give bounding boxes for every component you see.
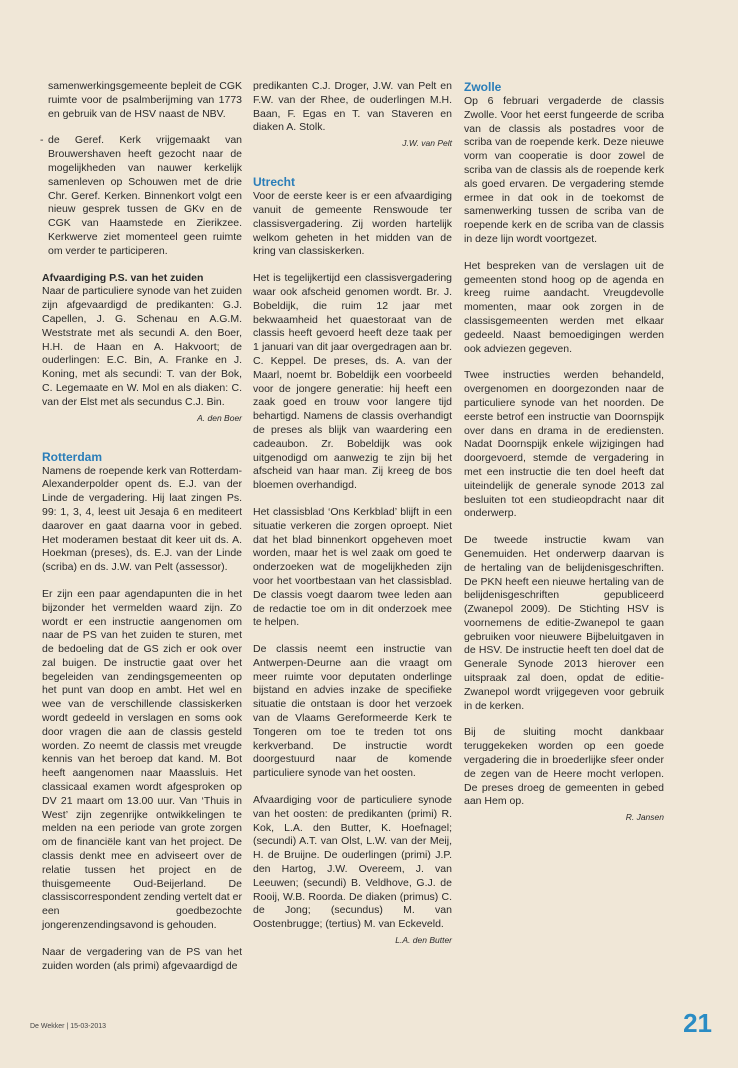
author-signature: J.W. van Pelt xyxy=(402,138,452,149)
author-signature: R. Jansen xyxy=(625,812,664,823)
section-heading-zwolle: Zwolle xyxy=(464,80,502,94)
paragraph: Naar de vergadering van de PS van het zuiden worden (als primi) afgevaardigd de xyxy=(42,945,242,972)
paragraph: predikanten C.J. Droger, J.W. van Pelt en F.W. van der Rhee, de ouderlingen M.H. Baan, F. Egas en T. van Staveren en diaken A. Stolk. xyxy=(253,80,452,134)
section-heading-utrecht: Utrecht xyxy=(253,175,296,190)
paragraph: samenwerkingsgemeente bepleit de CGK ruimte voor de psalmberijming van 1773 en gebruik van de HSV naast de NBV. xyxy=(48,80,242,120)
dash-list-item: - de Geref. Kerk vrijgemaakt van Brouwershaven heeft gezocht naar de mogelijkheden van nauwer kerkelijk samenleven op Schouwen met de drie Chr. Geref. Kerken. Binnenkort volgt een nieuw gesprek tussen de GKv en de CGK van Haamstede en Zierikzee. Kerkwerve ziet momenteel geen ruimte om verder te participeren. xyxy=(42,134,242,258)
paragraph: Afvaardiging voor de particuliere synode van het oosten: de predikanten (primi) R. Kok, L.A. den Butter, K. Hoefnagel; (secundi) A.T. van Olst, L.W. van der Meij, H. de Bruijne. De ouderlingen (primi) J.P. den Hartog, J.W. Overeem, J. van Leeuwen; (secundi) B. Veldhove, G.J. de Rooij, W.B. Roorda. De diaken (primus) C. de Jong; (secundus) M. van Oostenbrugge; (tertius) M. van Eckeveld. xyxy=(253,794,452,931)
footer-publication-date: De Wekker | 15-03-2013 xyxy=(30,1023,107,1030)
paragraph: De classis neemt een instructie van Antwerpen-Deurne aan die vraagt om meer ruimte voor deputaten onderlinge bijstand en advies inzake de specifieke situatie die ontstaan is door het verzoek van de Vlaams Gereformeerde Kerk te Tongeren om toe te treden tot ons kerkverband. De instructie wordt doorgestuurd naar de komende particuliere synode van het oosten. xyxy=(253,643,452,780)
column-3 xyxy=(464,80,664,836)
paragraph: Twee instructies werden behandeld, overgenomen en doorgezonden naar de particuliere synode van het noorden. De eerste betrof een instructie van Doornspijk over dans en drama in de erediensten. Nadat Doornspijk enkele wijzigingen had doorgevoerd, stemde de vergadering in met een instructie die ten doel heeft dat uiteindelijk de generale synode 2013 zal besluiten tot een studieopdracht naar dit onderwerp. xyxy=(464,369,664,520)
author-signature: A. den Boer xyxy=(197,412,242,423)
paragraph: Bij de sluiting mocht dankbaar teruggekeken worden op een goede vergadering die in broederlijke sfeer onder de zegen van de Heere mocht verlopen. De preses droeg de gemeenten in gebed aan Hem op. xyxy=(464,726,664,808)
paragraph: Naar de particuliere synode van het zuiden zijn afgevaardigd de predikanten: G.J. Capellen, J. G. Schenau en A.G.M. Weststrate met als secundi A. den Boer, H.H. de Haan en A. Hakvoort; de ouderlingen: E.C. Bin, A. Franke en J. Koning, met als secundi: T. van der Bok, C. Legemaate en W. Mol en als diaken: C. van der Elst met als secundus C.J. Bin. xyxy=(42,285,242,408)
column-1 xyxy=(42,80,242,986)
paragraph: Het bespreken van de verslagen uit de gemeenten stond hoog op de agenda en kreeg ruime aandacht. Vreugdevolle momenten, maar ook zorgen in de classisgemeenten werden met elkaar gedeeld. Naast bemoedigingen werden ook adviezen gegeven. xyxy=(464,259,664,355)
paragraph: Namens de roepende kerk van Rotterdam-Alexanderpolder opent ds. E.J. van der Linde de vergadering. Hij laat zingen Ps. 99: 1, 3, 4, leest uit Jesaja 6 en mediteert daarover en gaat daarna voor in gebed. Het moderamen bestaat dit keer uit ds. A. Hoekman (preses), ds. E.J. van der Linde (scriba) en ds. J.W. van Pelt (assessor). xyxy=(42,464,242,574)
paragraph: De tweede instructie kwam van Genemuiden. Het onderwerp daarvan is de hertaling van de belijdenisgeschriften. De PKN heeft een nieuwe hertaling van de belijdenisgeschriften gepubliceerd (Zwanepol 2009). De Stichting HSV is voornemens de editie-Zwanepol te gaan gebruiken voor nieuwere Bijbeluitgaven in de HSV. De instructie heeft ten doel dat de Generale Synode 2013 hierover een uitspraak zal doen, opdat de editie-Zwanepol wordt vrijgegeven voor gebruik in de kerken. xyxy=(464,534,664,712)
paragraph: Op 6 februari vergaderde de classis Zwolle. Voor het eerst fungeerde de scriba van de classis als postadres voor de scriba van de roepende kerk. Deze nieuwe vorm van cooperatie is door zowel de scriba van de classis als de roepende kerk als goed ervaren. De vergadering stemde ermee in dat ook in de toekomst de samenwerking tussen de scriba van de roepende kerk en de scriba van de classis in deze lijn wordt voortgezet. xyxy=(464,95,664,245)
column-2 xyxy=(253,80,452,959)
paragraph: Het classisblad ‘Ons Kerkblad’ blijft in een situatie verkeren die zorgen oproept. Niet dat het blad binnenkort opgeheven moet worden, maar het is wel zaak om goed te onderzoeken wat de mogelijkheden zijn voor het voortbestaan van het classisblad. De classis voegt daarom twee leden aan de redactie toe om in dit onderzoek mee te helpen. xyxy=(253,505,452,629)
paragraph: Het is tegelijkertijd een classisvergadering waar ook afscheid genomen wordt. Br. J. Bobeldijk, die ruim 12 jaar met bekwaamheid het quaestoraat van de classis heeft gevoerd heeft deze taak per 1 januari van dit jaar overgedragen aan br. C. Keppel. De preses, ds. A. van der Maarl, noemt br. Bobeldijk een voorbeeld voor de jongere generatie: hij heeft een zaak goed en trouw voor langere tijd behartigd. Namens de classis overhandigt de preses als blijk van waardering een cadeaubon. Zr. Bobeldijk was ook uitgenodigd om aanwezig te zijn bij het afscheid van haar man. Zij kreeg de bos bloemen overhandigd. xyxy=(253,272,452,492)
paragraph: Er zijn een paar agendapunten die in het bijzonder het vermelden waard zijn. Zo wordt er een instructie aangenomen om naar de PS van het zuiden te sturen, met de bedoeling dat de GS zich er ook over zal buigen. De instructie gaat over het begeleiden van zendingsgemeenten op het punt van doop en ambt. Het wel en wee van de verschillende classiskerken wordt gedeeld in verslagen en soms ook door vragen die aan de classis gesteld worden. Zo neemt de classis met vreugde kennis van het beroep dat kand. M. Bot heeft aangenomen naar Maassluis. Het classicaal examen wordt afgesproken op DV 21 maart om 13.00 uur. Van ‘Thuis in West’ zijn zegenrijke ontwikkelingen te melden na een periode van grote zorgen om de financiële kant van het project. De classis denkt mee en adviseert over de relatie tussen het project en de thuisgemeente Oud-Beijerland. De classiscorrespondent zending vertelt dat er een goedbezochte jongerenzendingsavond is gehouden. xyxy=(42,587,242,932)
subheading-afvaardiging: Afvaardiging P.S. van het zuiden xyxy=(42,271,204,284)
author-signature: L.A. den Butter xyxy=(395,935,452,946)
section-heading-rotterdam: Rotterdam xyxy=(42,449,103,464)
page-number: 21 xyxy=(683,1008,712,1038)
paragraph: Voor de eerste keer is er een afvaardiging vanuit de gemeente Renswoude ter classisvergadering. Zij worden hartelijk welkom geheten in het midden van de kring van classiskerken. xyxy=(253,190,452,258)
